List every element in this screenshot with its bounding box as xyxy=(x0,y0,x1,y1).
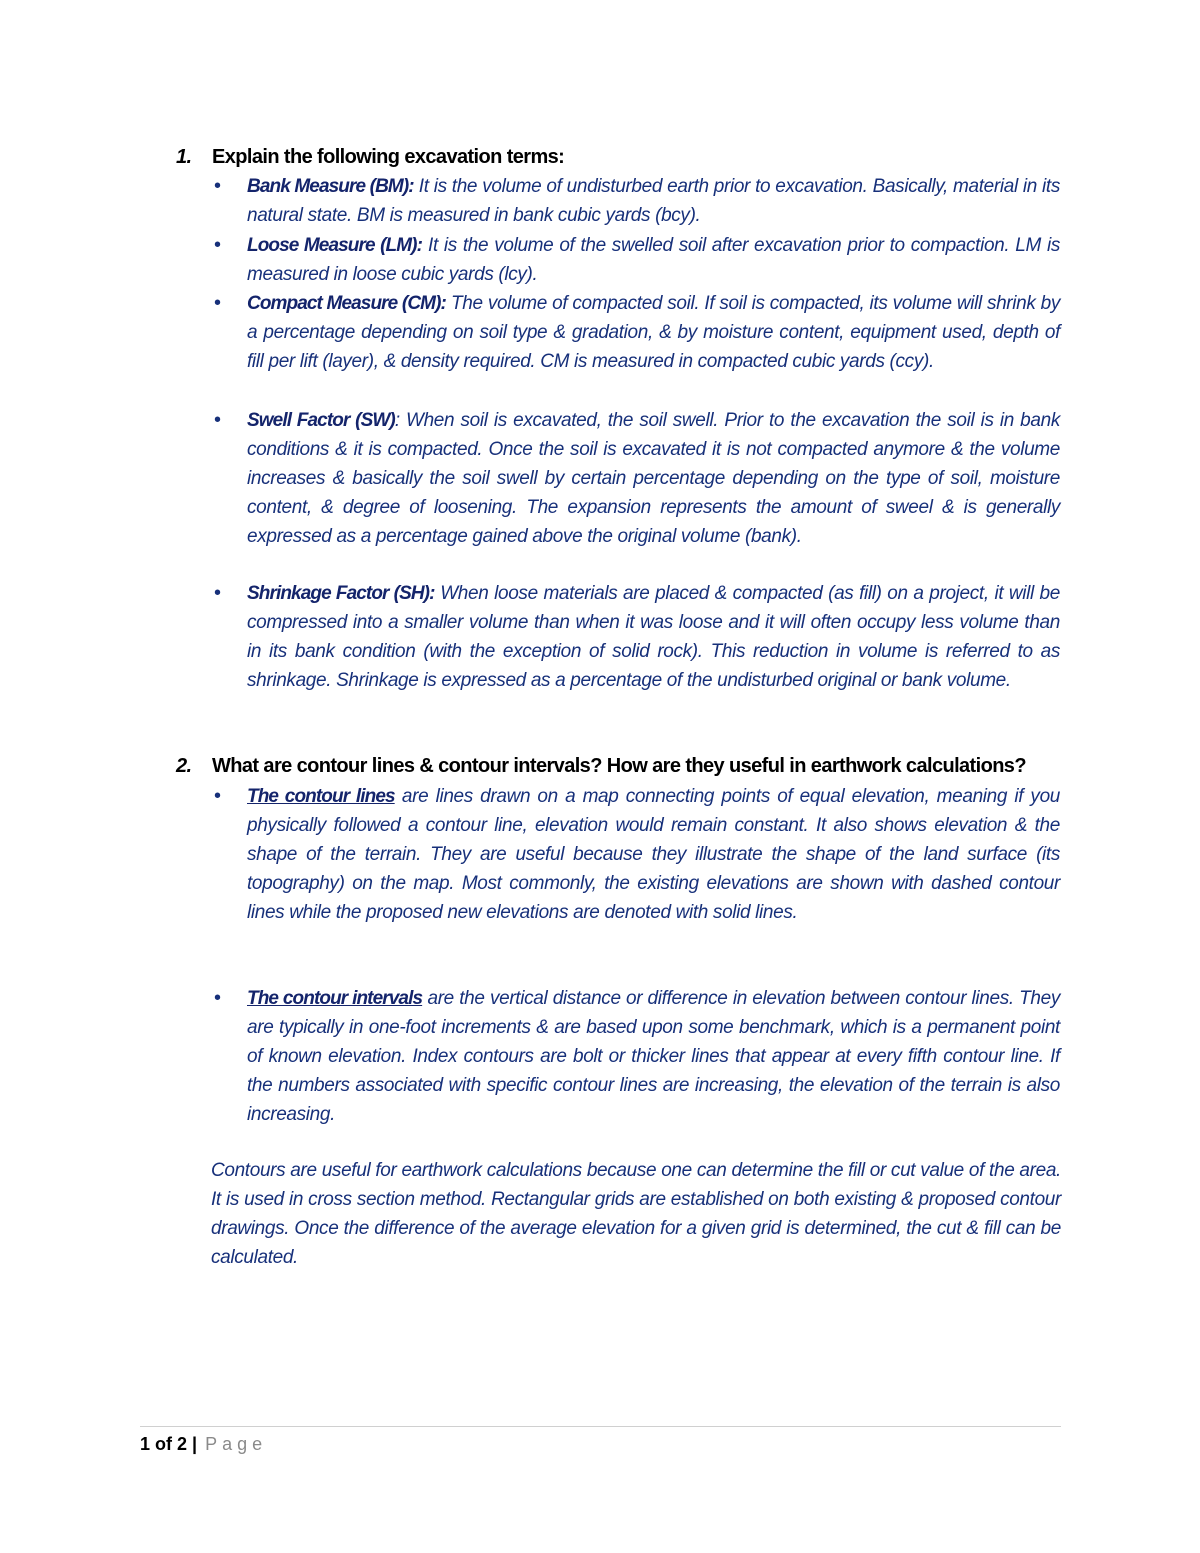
question-1-number: 1. xyxy=(176,146,192,168)
bullet-icon: • xyxy=(214,785,222,807)
definition-shrinkage-factor: When loose materials are placed & compacted (as fill) on a project, it will be compressed into a smaller volume than when it was loose and it will often occupy less volume than in its bank condition (with the exception of solid rock). This reduction in volume is referred to as shrinkage. Shrinkage is expressed as a percentage of the undisturbed original or bank volume. xyxy=(247,583,1060,691)
question-2-text: What are contour lines & contour intervals? How are they useful in earthwork calculations? xyxy=(212,755,1026,777)
term-contour-lines: The contour lines xyxy=(247,786,395,807)
bullet-icon: • xyxy=(214,409,222,431)
definition-swell-factor: : When soil is excavated, the soil swell. Prior to the excavation the soil is in bank conditions & it is compacted. Once the soil is excavated it is not compacted anymore & the volume increases & basically the soil swell by certain percentage depending on the type of soil, moisture content, & degree of loosening. The expansion represents the amount of sweel & is generally expressed as a percentage gained above the original volume (bank). xyxy=(247,410,1060,547)
list-item-loose-measure xyxy=(214,231,1060,289)
bullet-icon: • xyxy=(214,234,222,256)
list-item-compact-measure xyxy=(214,289,1060,376)
term-bank-measure: Bank Measure (BM): xyxy=(247,176,414,197)
term-contour-intervals: The contour intervals xyxy=(247,988,423,1009)
list-item-bank-measure xyxy=(214,172,1060,230)
term-swell-factor: Swell Factor (SW) xyxy=(247,410,395,431)
definition-loose-measure: It is the volume of the swelled soil after excavation prior to compaction. LM is measured in loose cubic yards (lcy). xyxy=(247,235,1060,285)
bullet-icon: • xyxy=(214,987,222,1009)
definition-bank-measure: It is the volume of undisturbed earth prior to excavation. Basically, material in its natural state. BM is measured in bank cubic yards (bcy). xyxy=(247,176,1060,226)
definition-contour-intervals: are the vertical distance or difference in elevation between contour lines. They are typically in one-foot increments & are based upon some benchmark, which is a permanent point of known elevation. Index contours are bolt or thicker lines that appear at every fifth contour line. If the numbers associated with specific contour lines are increasing, the elevation of the terrain is also increasing. xyxy=(247,988,1060,1125)
question-2-number: 2. xyxy=(176,755,192,777)
question-1-heading xyxy=(176,143,1066,171)
bullet-icon: • xyxy=(214,175,222,197)
footer-page-word: Page xyxy=(205,1434,268,1454)
contours-usefulness-paragraph: Contours are useful for earthwork calculations because one can determine the fill or cut value of the area. It is used in cross section method. Rectangular grids are established on both existing & proposed contour drawings. Once the difference of the average elevation for a given grid is determined, the cut & fill can be calculated. xyxy=(211,1160,1061,1268)
term-shrinkage-factor: Shrinkage Factor (SH): xyxy=(247,583,435,604)
bullet-icon: • xyxy=(214,582,222,604)
page-footer xyxy=(140,1432,267,1456)
list-item-contour-intervals xyxy=(214,984,1060,1129)
question-1-text: Explain the following excavation terms: xyxy=(212,146,565,168)
term-compact-measure: Compact Measure (CM): xyxy=(247,293,446,314)
bullet-icon: • xyxy=(214,292,222,314)
footer-separator: | xyxy=(192,1434,198,1454)
definition-compact-measure: The volume of compacted soil. If soil is compacted, its volume will shrink by a percentage depending on soil type & gradation, & by moisture content, equipment used, depth of fill per lift (layer), & density required. CM is measured in compacted cubic yards (ccy). xyxy=(247,293,1060,372)
definition-contour-lines: are lines drawn on a map connecting points of equal elevation, meaning if you physically followed a contour line, elevation would remain constant. It also shows elevation & the shape of the terrain. They are useful because they illustrate the shape of the land surface (its topography) on the map. Most commonly, the existing elevations are shown with dashed contour lines while the proposed new elevations are denoted with solid lines. xyxy=(247,786,1060,923)
page-number: 1 of 2 xyxy=(140,1434,188,1454)
list-item-contour-lines xyxy=(214,782,1060,927)
term-loose-measure: Loose Measure (LM): xyxy=(247,235,423,256)
list-item-swell-factor xyxy=(214,406,1060,551)
list-item-shrinkage-factor xyxy=(214,579,1060,695)
footer-divider xyxy=(140,1426,1061,1427)
question-2-heading xyxy=(176,752,1066,780)
